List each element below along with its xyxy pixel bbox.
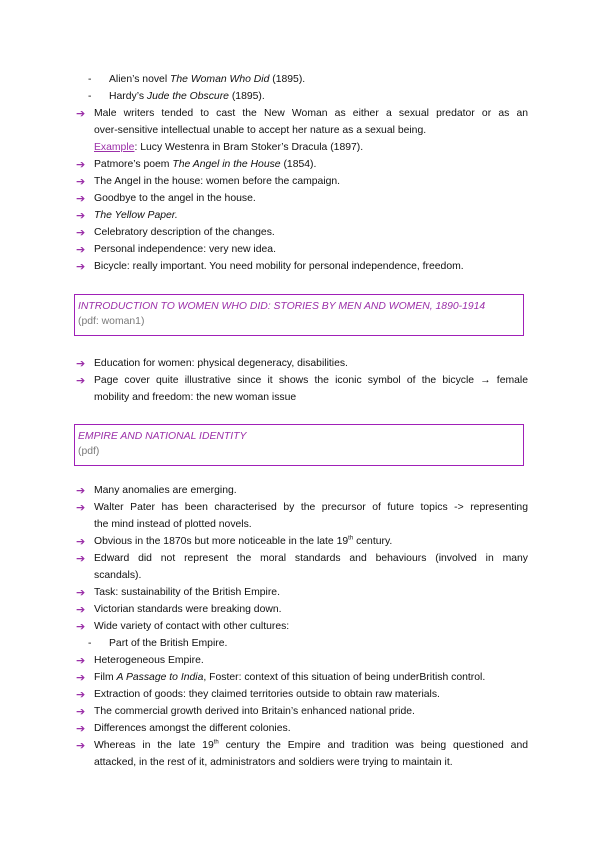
bullet-marker-dash: - [88,74,92,85]
arrow-bullet-icon: ➔ [76,176,86,188]
list-item: Alien’s novel The Woman Who Did (1895). [109,74,306,85]
arrow-bullet-icon: ➔ [76,706,86,718]
list-item: The commercial growth derived into Britain’s enhanced national pride. [94,706,415,717]
list-item: The Yellow Paper. [94,210,178,221]
arrow-bullet-icon: ➔ [76,244,86,256]
list-item-continuation: mobility and freedom: the new woman issue [94,392,297,403]
arrow-bullet-icon: ➔ [76,502,86,514]
list-item: Walter Pater has been characterised by the precursor of future topics -> representing [94,502,528,513]
list-item: Edward did not represent the moral standards and behaviours (involved in many [94,553,528,564]
section-heading-box [74,424,524,466]
list-item: Page cover quite illustrative since it shows the iconic symbol of the bicycle → female [94,375,528,386]
arrow-bullet-icon: ➔ [76,740,86,752]
section-heading: INTRODUCTION TO WOMEN WHO DID: STORIES BY MEN AND WOMEN, 1890-1914 [78,301,486,312]
arrow-bullet-icon: ➔ [76,261,86,273]
list-item: Heterogeneous Empire. [94,655,204,666]
list-item: Differences amongst the different colonies. [94,723,291,734]
list-item: The Angel in the house: women before the campaign. [94,176,341,187]
arrow-bullet-icon: ➔ [76,621,86,633]
arrow-bullet-icon: ➔ [76,689,86,701]
list-item: Male writers tended to cast the New Woman as either a sexual predator or as an [94,108,528,119]
list-item: Victorian standards were breaking down. [94,604,282,615]
section-source: (pdf) [78,446,100,457]
arrow-bullet-icon: ➔ [76,536,86,548]
section-heading-box [74,294,524,336]
list-item: Celebratory description of the changes. [94,227,275,238]
section-heading: EMPIRE AND NATIONAL IDENTITY [78,431,247,442]
arrow-bullet-icon: ➔ [76,655,86,667]
bullet-marker-dash: - [88,91,92,102]
list-item: Personal independence: very new idea. [94,244,276,255]
arrow-bullet-icon: ➔ [76,375,86,387]
section-source: (pdf: woman1) [78,316,145,327]
list-item: Wide variety of contact with other cultures: [94,621,290,632]
arrow-bullet-icon: ➔ [76,193,86,205]
list-item: Film A Passage to India, Foster: context of this situation of being underBritish control. [94,672,486,683]
list-item-continuation: attacked, in the rest of it, administrators and soldiers were trying to maintain it. [94,757,453,768]
arrow-bullet-icon: ➔ [76,553,86,565]
list-item: Patmore’s poem The Angel in the House (1854). [94,159,317,170]
arrow-bullet-icon: ➔ [76,723,86,735]
list-item: Extraction of goods: they claimed territories outside to obtain raw materials. [94,689,440,700]
arrow-bullet-icon: ➔ [76,210,86,222]
example-link[interactable]: Example [94,142,135,153]
arrow-bullet-icon: ➔ [76,485,86,497]
list-item: Obvious in the 1870s but more noticeable in the late 19th century. [94,535,393,547]
list-item: Part of the British Empire. [109,638,228,649]
list-item-continuation: scandals). [94,570,142,581]
arrow-bullet-icon: ➔ [76,604,86,616]
arrow-bullet-icon: ➔ [76,108,86,120]
list-item: Goodbye to the angel in the house. [94,193,256,204]
arrow-bullet-icon: ➔ [76,227,86,239]
list-item: Bicycle: really important. You need mobility for personal independence, freedom. [94,261,464,272]
arrow-bullet-icon: ➔ [76,358,86,370]
list-item: Whereas in the late 19th century the Empire and tradition was being questioned and [94,739,529,751]
list-item-continuation: Example: Lucy Westenra in Bram Stoker’s Dracula (1897). [94,142,364,153]
arrow-bullet-icon: ➔ [76,672,86,684]
arrow-bullet-icon: ➔ [76,587,86,599]
list-item: Education for women: physical degeneracy, disabilities. [94,358,348,369]
list-item: Many anomalies are emerging. [94,485,237,496]
arrow-bullet-icon: ➔ [76,159,86,171]
list-item: Task: sustainability of the British Empire. [94,587,280,598]
list-item-continuation: over-sensitive intellectual unable to accept her nature as a sexual being. [94,125,427,136]
bullet-marker-dash: - [88,638,92,649]
list-item: Hardy’s Jude the Obscure (1895). [109,91,265,102]
list-item-continuation: the mind instead of plotted novels. [94,519,252,530]
